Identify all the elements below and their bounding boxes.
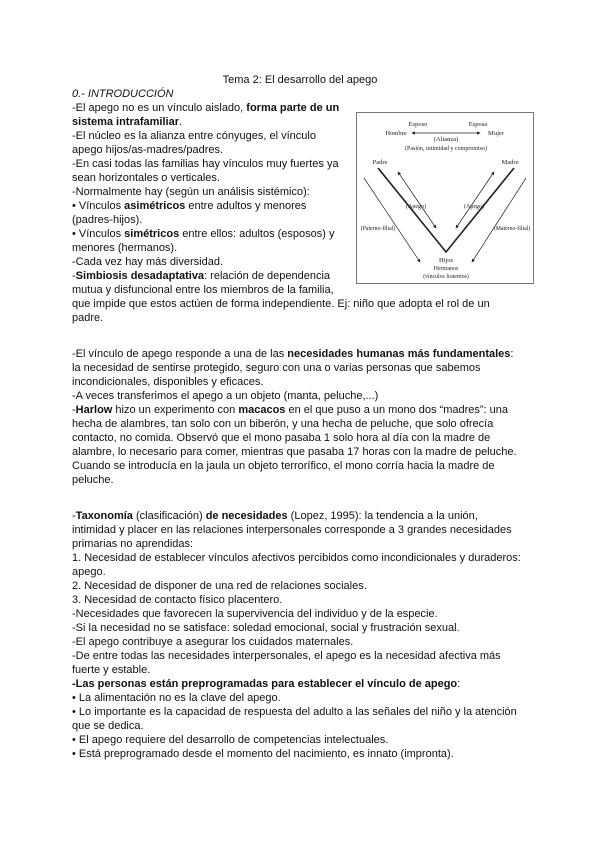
text-run: menores (hermanos). [72, 242, 178, 254]
text-run: -A veces transferimos el apego a un objeto (manta, peluche,...) [72, 390, 379, 402]
text-line [72, 283, 334, 297]
text-run: -Necesidades que favorecen la supervivencia del individuo y de la especie. [72, 608, 438, 620]
bold-text: de necesidades [205, 510, 288, 522]
text-line [72, 171, 220, 185]
bold-text: simétricos [124, 228, 180, 240]
text-line [72, 551, 521, 565]
text-line [72, 361, 480, 375]
label-padre: Padre [372, 159, 388, 166]
text-run: primarias no aprendidas: [72, 538, 194, 550]
text-run: contacto, no comida. Observó que el mono pasaba 1 solo hora al día con la madre de [72, 432, 491, 444]
text-line [72, 677, 460, 691]
label-madre: Madre [501, 159, 519, 166]
materno-arrow [472, 178, 526, 262]
text-line [72, 473, 114, 487]
triangle [378, 168, 514, 252]
text-run: • El apego requiere del desarrollo de competencias intelectuales. [72, 734, 389, 746]
text-line [72, 523, 512, 537]
text-run: intimidad y placer en las relaciones interpersonales corresponde a 3 grandes necesidades [72, 524, 512, 536]
bold-text: -Las personas están preprogramadas para establecer el vínculo de apego [72, 678, 458, 690]
text-run: - [72, 404, 76, 416]
text-run: (Lopez, 1995): la tendencia a la unión, [287, 510, 478, 522]
text-run: • Vínculos [72, 200, 125, 212]
text-line [72, 635, 353, 649]
text-line [72, 129, 316, 143]
text-line [72, 375, 263, 389]
bold-text: asimétricos [124, 200, 186, 212]
text-line [72, 417, 493, 431]
text-line [72, 747, 454, 761]
text-run: que se dedica. [72, 720, 144, 732]
text-run: - [72, 270, 76, 282]
text-run: - [72, 510, 76, 522]
text-line [72, 705, 517, 719]
text-line [72, 199, 306, 213]
text-run: hizo un experimento con [112, 404, 239, 416]
text-run: (clasificación) [132, 510, 206, 522]
text-line [72, 649, 501, 663]
text-run: la necesidad de sentirse protegido, seguro con una o varias personas que sabemos [72, 362, 481, 374]
text-run: • Está preprogramado desde el momento del nacimiento, es innato (impronta). [72, 748, 454, 760]
text-line [72, 311, 103, 325]
text-run: mutua y disfuncional entre los miembros de la familia, [72, 284, 334, 296]
text-run: (padres-hijos). [72, 214, 143, 226]
label-mujer: Mujer [488, 130, 504, 137]
text-run: entre ellos: adultos (esposos) y [179, 228, 335, 240]
label-paterno-filial: (Paterno-filial) [360, 226, 396, 232]
text-run: sean horizontales o verticales. [72, 172, 220, 184]
text-line [72, 509, 478, 523]
text-line [72, 241, 177, 255]
label-hombre: Hombre [385, 130, 407, 137]
text-run: -En casi todas las familias hay vínculos muy fuertes ya [72, 158, 339, 170]
text-line [72, 537, 193, 551]
text-run: entre adultos y menores [185, 200, 307, 212]
text-run: alambre, lo necesario para comer, mientras que pasaba 17 horas con la madre de peluche. [72, 446, 517, 458]
text-line [72, 389, 378, 403]
label-apego-right: (Apego) [464, 204, 484, 210]
text-line [72, 445, 517, 459]
label-materno-filial: (Materno-filial) [493, 226, 531, 232]
family-bonds-diagram [356, 112, 534, 284]
page-title: Tema 2: El desarrollo del apego [222, 74, 378, 86]
text-run: Cuando se introducía en la jaula un objeto terrorífico, el mono corría hacia la madre de [72, 460, 495, 472]
text-line [72, 403, 508, 417]
text-run: -Normalmente hay (según un análisis sistémico): [72, 186, 310, 198]
text-line [72, 255, 223, 269]
text-run: • Lo importante es la capacidad de respuesta del adulto a las señales del niño y la atención [72, 706, 517, 718]
bold-text: Simbiosis desadaptativa [75, 270, 205, 282]
text-run: -Cada vez hay más diversidad. [72, 256, 224, 268]
text-line [72, 185, 310, 199]
text-line [72, 593, 282, 607]
text-run: -El vínculo de apego responde a una de las [72, 348, 288, 360]
text-run: peluche. [72, 474, 114, 486]
text-run: : [510, 348, 514, 360]
text-line [72, 621, 460, 635]
text-line [72, 663, 150, 677]
text-line [72, 607, 438, 621]
text-run: 1. Necesidad de establecer vínculos afectivos percibidos como incondicionales y duraderos: [72, 552, 521, 564]
text-run: fuerte y estable. [72, 664, 151, 676]
bold-text: Taxonomía [75, 510, 133, 522]
text-run: -El núcleo es la alianza entre cónyuges, el vínculo [72, 130, 316, 142]
label-apego-left: (Apego) [406, 204, 426, 210]
label-hermanos: Hermanos [433, 266, 459, 272]
text-run: 3. Necesidad de contacto físico placentero. [72, 594, 283, 606]
bold-text: forma parte de un [246, 102, 340, 114]
bold-text: macacos [238, 404, 286, 416]
text-line [72, 733, 388, 747]
text-run: -El apego contribuye a asegurar los cuidados maternales. [72, 636, 354, 648]
bold-text: Harlow [75, 404, 113, 416]
text-line [72, 213, 142, 227]
text-line [72, 115, 182, 129]
text-run: padre. [72, 312, 104, 324]
text-line [72, 431, 490, 445]
text-run: • Vínculos [72, 228, 125, 240]
text-run: -De entre todas las necesidades interpersonales, el apego es la necesidad afectiva más [72, 650, 501, 662]
bold-text: sistema intrafamiliar [72, 116, 179, 128]
label-hijos: Hijos [438, 257, 454, 264]
section-heading: 0.- INTRODUCCIÓN [72, 88, 174, 100]
text-line [72, 297, 490, 311]
paterno-arrow [364, 178, 420, 262]
text-line [72, 101, 339, 115]
text-run: incondicionales, disponibles y eficaces. [72, 376, 264, 388]
text-line [72, 157, 339, 171]
text-line [72, 347, 513, 361]
label-pasion: (Pasión, intimidad y compromiso) [405, 146, 487, 152]
label-vinculos-fraternos: (vínculos fraternos) [423, 274, 469, 280]
label-esposo: Esposo [408, 121, 428, 128]
text-run: hecha de alambres, tan solo con un biberón, y una hecha de peluche, que solo ofrecía [72, 418, 494, 430]
text-line [72, 269, 330, 283]
text-run: apego. [72, 566, 106, 578]
text-run: . [179, 116, 183, 128]
text-line [72, 227, 335, 241]
text-line [72, 565, 106, 579]
text-run: : [457, 678, 461, 690]
text-line [72, 459, 495, 473]
text-run: en el que puso a un mono dos “madres”: una [285, 404, 509, 416]
text-line [72, 143, 223, 157]
text-run: 2. Necesidad de disponer de una red de relaciones sociales. [72, 580, 367, 592]
text-run: -El apego no es un vínculo aislado, [72, 102, 247, 114]
text-line [72, 719, 144, 733]
text-run: -Si la necesidad no se satisface: soledad emocional, social y frustración sexual. [72, 622, 460, 634]
label-esposa: Esposa [468, 121, 488, 128]
label-alianza: (Alianza) [433, 136, 459, 143]
text-line [72, 691, 281, 705]
text-run: : relación de dependencia [204, 270, 331, 282]
bold-text: necesidades humanas más fundamentales [287, 348, 511, 360]
text-run: que impide que estos actúen de forma independiente. Ej: niño que adopta el rol de un [72, 298, 490, 310]
text-line [72, 579, 367, 593]
text-run: apego hijos/as-madres/padres. [72, 144, 224, 156]
text-run: • La alimentación no es la clave del apego. [72, 692, 281, 704]
